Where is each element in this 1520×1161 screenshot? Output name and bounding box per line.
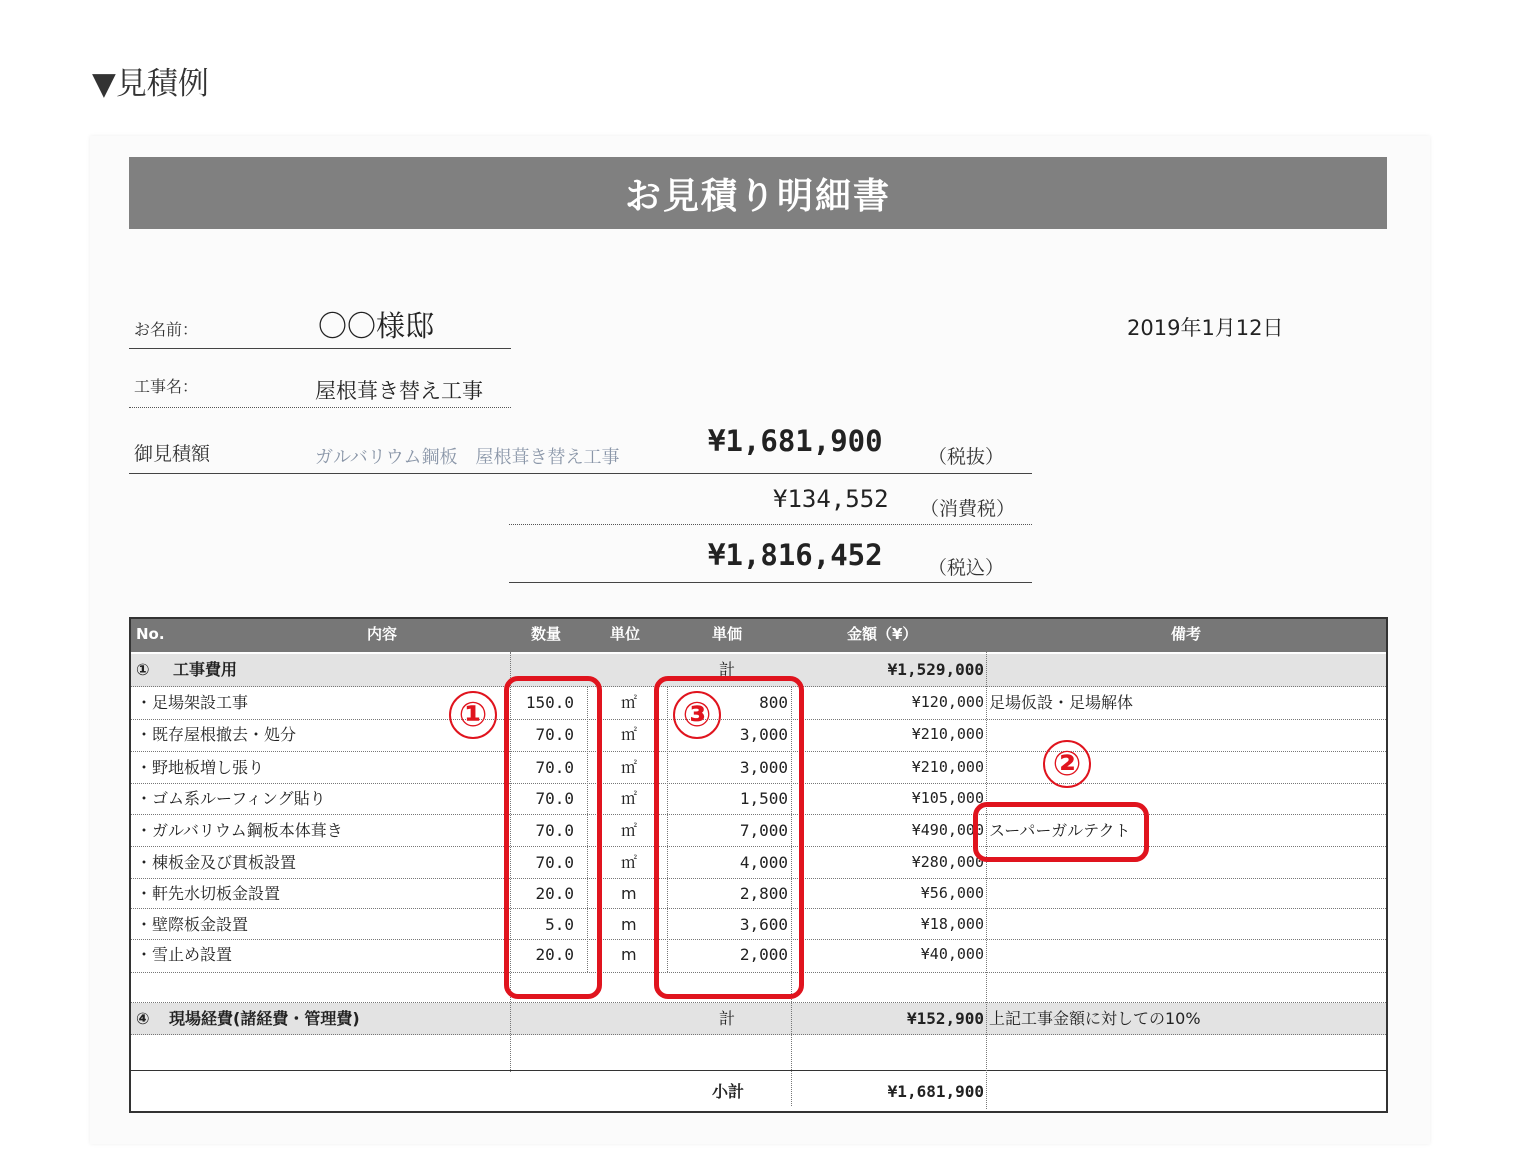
name-underline (129, 348, 511, 349)
section4-title: 現場経費(諸経費・管理費) (169, 1009, 360, 1028)
project-label: 工事名： (134, 377, 199, 396)
item-amount: ¥490,000 (911, 821, 984, 839)
customer-name: 〇〇様邸 (318, 309, 435, 343)
item-unit: ㎡ (621, 821, 638, 840)
item-content: ・野地板増し張り (136, 758, 265, 777)
total-incl-tax: ¥1,816,452 (708, 538, 883, 572)
highlight-quantity-box (504, 676, 602, 999)
col-divider (986, 652, 987, 1109)
subtotal-label: 小計 (712, 1082, 745, 1101)
item-amount: ¥210,000 (911, 725, 984, 743)
highlight-note-box (973, 802, 1149, 862)
item-content: ・既存屋根撤去・処分 (136, 725, 297, 744)
section4-kei: 計 (719, 1009, 736, 1028)
item-note: スーパーガルテクト (989, 821, 1131, 840)
item-qty: 70.0 (535, 853, 574, 872)
estimate-date: 2019年1月12日 (1127, 316, 1284, 340)
item-content: ・ゴム系ルーフィング貼り (136, 789, 326, 808)
annotation-one-icon: ① (449, 691, 497, 739)
item-price: 2,000 (739, 945, 788, 964)
empty-row (131, 1035, 1386, 1071)
item-qty: 70.0 (535, 758, 574, 777)
header-content: 内容 (367, 625, 398, 643)
total-excl-tax-label: （税抜） (928, 446, 1005, 468)
item-qty: 20.0 (535, 945, 574, 964)
item-amount: ¥120,000 (911, 693, 984, 711)
item-unit: ㎡ (621, 853, 638, 872)
item-unit: ㎡ (621, 789, 638, 808)
header-unit: 単位 (610, 625, 641, 643)
header-no: No. (136, 625, 165, 643)
section4-no: ④ (136, 1009, 150, 1028)
item-price: 3,000 (739, 758, 788, 777)
header-qty: 数量 (531, 625, 562, 643)
item-qty: 5.0 (545, 915, 574, 934)
consumption-tax: ¥134,552 (773, 485, 889, 513)
estimate-underline (129, 473, 1032, 474)
section-kei: 計 (719, 660, 736, 679)
document-title: お見積り明細書 (129, 157, 1387, 229)
subtotal-row (131, 1072, 1386, 1109)
name-label: お名前： (134, 320, 199, 339)
project-underline (129, 407, 511, 408)
item-unit: ㎡ (621, 758, 638, 777)
header-price: 単価 (712, 625, 743, 643)
item-amount: ¥210,000 (911, 758, 984, 776)
annotation-two-icon: ② (1043, 740, 1091, 788)
item-qty: 70.0 (535, 789, 574, 808)
item-content: ・ガルバリウム鋼板本体葺き (136, 821, 343, 840)
section-no: ① (136, 660, 150, 679)
item-qty: 150.0 (525, 693, 574, 712)
item-amount: ¥280,000 (911, 853, 984, 871)
item-content: ・雪止め設置 (136, 945, 233, 964)
section4-note: 上記工事金額に対しての10% (989, 1009, 1201, 1028)
section-row-site-expenses (131, 1003, 1386, 1035)
item-price: 3,600 (739, 915, 788, 934)
item-content: ・軒先水切板金設置 (136, 884, 281, 903)
section-amount: ¥1,529,000 (887, 660, 984, 679)
tax-underline (509, 524, 1032, 525)
total-incl-tax-label: （税込） (928, 557, 1005, 579)
project-name: 屋根葺き替え工事 (315, 379, 483, 403)
item-unit: m (621, 915, 637, 934)
item-content: ・壁際板金設置 (136, 915, 249, 934)
item-note: 足場仮設・足場解体 (989, 693, 1134, 712)
item-price: 800 (759, 693, 788, 712)
section-heading: ▼見積例 (92, 66, 209, 102)
item-unit: m (621, 945, 637, 964)
consumption-tax-label: （消費税） (920, 498, 1016, 520)
total-excl-tax: ¥1,681,900 (708, 424, 883, 458)
item-amount: ¥40,000 (920, 945, 984, 963)
header-amount: 金額（¥） (847, 625, 918, 643)
item-amount: ¥56,000 (920, 884, 984, 902)
item-price: 2,800 (739, 884, 788, 903)
item-unit: ㎡ (621, 725, 638, 744)
item-price: 4,000 (739, 853, 788, 872)
item-price: 3,000 (739, 725, 788, 744)
item-content: ・棟板金及び貫板設置 (136, 853, 297, 872)
item-qty: 20.0 (535, 884, 574, 903)
total-underline (509, 582, 1032, 583)
item-price: 1,500 (739, 789, 788, 808)
subtotal-amount: ¥1,681,900 (887, 1082, 984, 1101)
item-amount: ¥105,000 (911, 789, 984, 807)
estimate-label: 御見積額 (134, 443, 211, 465)
item-unit: ㎡ (621, 693, 638, 712)
estimate-note: ガルバリウム鋼板 屋根葺き替え工事 (315, 447, 620, 468)
header-note: 備考 (1171, 625, 1202, 643)
item-price: 7,000 (739, 821, 788, 840)
item-qty: 70.0 (535, 725, 574, 744)
section4-amount: ¥152,900 (906, 1009, 984, 1028)
item-unit: m (621, 884, 637, 903)
item-qty: 70.0 (535, 821, 574, 840)
item-amount: ¥18,000 (920, 915, 984, 933)
annotation-three-icon: ③ (673, 691, 721, 739)
item-content: ・足場架設工事 (136, 693, 249, 712)
table-header (131, 619, 1386, 652)
section-title: 工事費用 (173, 660, 238, 679)
